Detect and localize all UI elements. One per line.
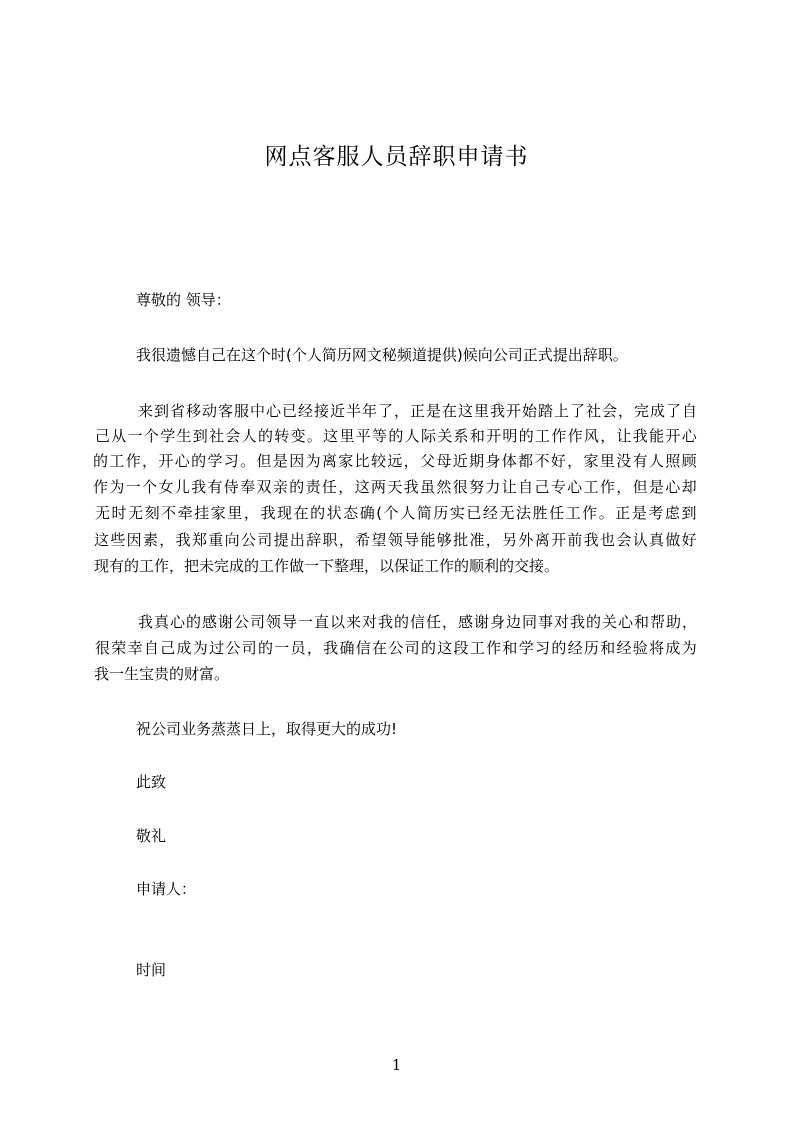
paragraph-2-line: 来到省移动客服中心已经接近半年了，正是在这里我开始踏上了社会，完成了自 <box>138 402 698 420</box>
applicant-label: 申请人： <box>136 880 197 898</box>
paragraph-1: 我很遗憾自己在这个时(个人简历网文秘频道提供)候向公司正式提出辞职。 <box>136 346 628 364</box>
paragraph-2-line: 这些因素，我郑重向公司提出辞职，希望领导能够批准，另外离开前我也会认真做好 <box>94 531 698 549</box>
paragraph-2-line: 的工作，开心的学习。但是因为离家比较远，父母近期身体都不好，家里没有人照顾 <box>93 452 698 470</box>
paragraph-3-line: 我一生宝贵的财富。 <box>94 665 230 683</box>
paragraph-2-line: 作为一个女儿我有侍奉双亲的责任，这两天我虽然很努力让自己专心工作，但是心却 <box>93 478 698 496</box>
closing-jingli: 敬礼 <box>136 827 167 845</box>
paragraph-2-line: 现有的工作，把未完成的工作做一下整理，以保证工作的顺利的交接。 <box>94 557 560 575</box>
closing-cizhi: 此致 <box>136 773 167 791</box>
paragraph-2-line: 己从一个学生到社会人的转变。这里平等的人际关系和开明的工作作风，让我能开心 <box>95 427 698 445</box>
page-number: 1 <box>391 1056 402 1074</box>
wish-line: 祝公司业务蒸蒸日上，取得更大的成功! <box>136 720 398 738</box>
paragraph-2-line: 无时无刻不牵挂家里，我现在的状态确(个人简历实已经无法胜任工作。正是考虑到 <box>95 504 698 522</box>
paragraph-3-line: 很荣幸自己成为过公司的一员，我确信在公司的这段工作和学习的经历和经验将成为 <box>95 639 698 657</box>
time-label: 时间 <box>136 961 167 979</box>
salutation: 尊敬的 领导： <box>136 291 231 309</box>
document-title: 网点客服人员辞职申请书 <box>264 144 529 170</box>
paragraph-3-line: 我真心的感谢公司领导一直以来对我的信任，感谢身边同事对我的关心和帮助， <box>138 613 698 631</box>
